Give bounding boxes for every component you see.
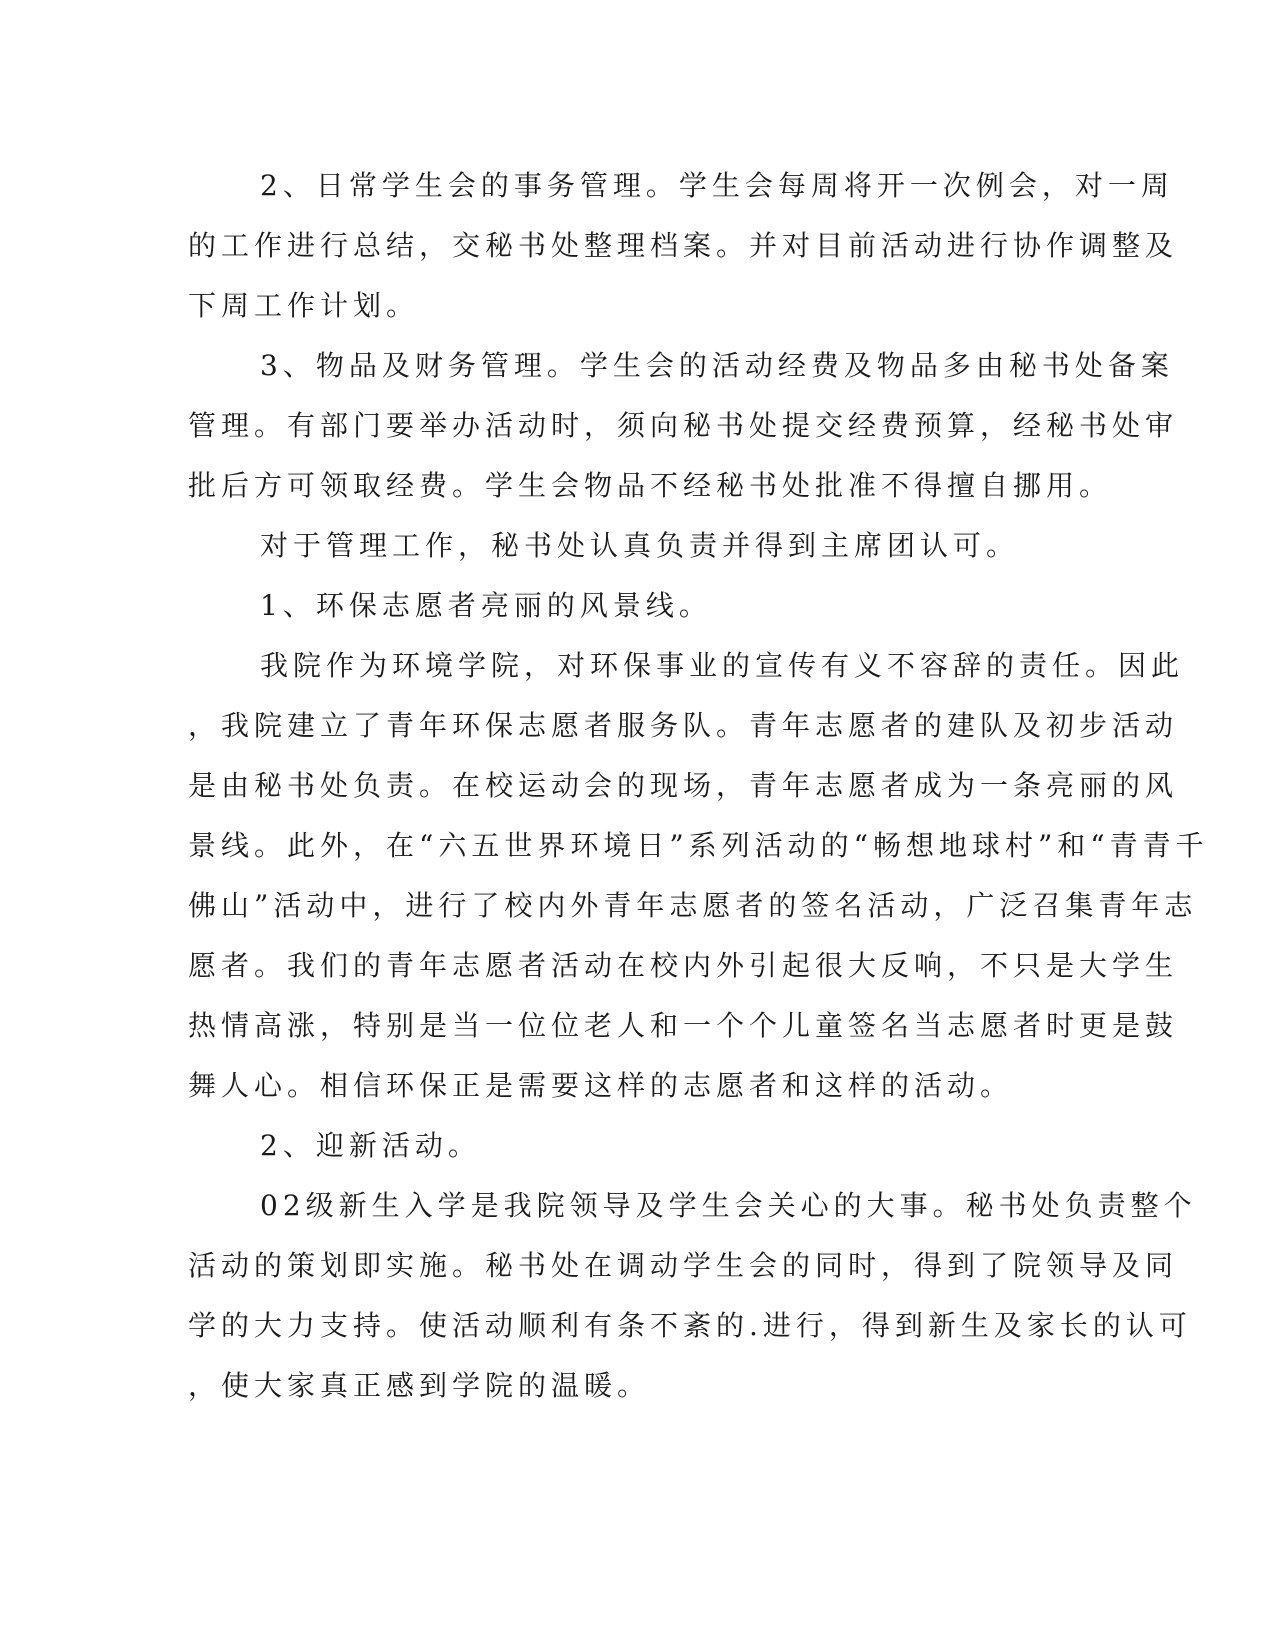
text-line: 学的大力支持。使活动顺利有条不紊的.进行，得到新生及家长的认可 xyxy=(188,1309,1192,1342)
text-line: 3、物品及财务管理。学生会的活动经费及物品多由秘书处备案 xyxy=(260,349,1174,382)
text-line: 下周工作计划。 xyxy=(188,289,420,322)
section-heading: 2、迎新活动。 xyxy=(260,1129,481,1162)
section-heading: 1、环保志愿者亮丽的风景线。 xyxy=(260,589,712,622)
text-line: 我院作为环境学院，对环保事业的宣传有义不容辞的责任。因此 xyxy=(260,649,1185,682)
text-line: ，使大家真正感到学院的温暖。 xyxy=(188,1369,651,1402)
text-line: 热情高涨，特别是当一位位老人和一个个儿童签名当志愿者时更是鼓 xyxy=(188,1009,1179,1042)
text-line: 的工作进行总结，交秘书处整理档案。并对目前活动进行协作调整及 xyxy=(188,229,1179,262)
text-line: 景线。此外，在“六五世界环境日”系列活动的“畅想地球村”和“青青千 xyxy=(188,829,1209,862)
text-line: 舞人心。相信环保正是需要这样的志愿者和这样的活动。 xyxy=(188,1069,1014,1102)
text-line: ，我院建立了青年环保志愿者服务队。青年志愿者的建队及初步活动 xyxy=(188,709,1179,742)
text-line: 愿者。我们的青年志愿者活动在校内外引起很大反响，不只是大学生 xyxy=(188,949,1179,982)
text-line: 对于管理工作，秘书处认真负责并得到主席团认可。 xyxy=(260,529,1020,562)
text-line: 活动的策划即实施。秘书处在调动学生会的同时，得到了院领导及同 xyxy=(188,1249,1179,1282)
text-line: 批后方可领取经费。学生会物品不经秘书处批准不得擅自挪用。 xyxy=(188,469,1113,502)
text-line: 2、日常学生会的事务管理。学生会每周将开一次例会，对一周 xyxy=(260,169,1174,202)
text-line: 是由秘书处负责。在校运动会的现场，青年志愿者成为一条亮丽的风 xyxy=(188,769,1179,802)
document-body xyxy=(188,156,1209,1416)
text-line: 管理。有部门要举办活动时，须向秘书处提交经费预算，经秘书处审 xyxy=(188,409,1179,442)
text-line: 佛山”活动中，进行了校内外青年志愿者的签名活动，广泛召集青年志 xyxy=(188,889,1198,922)
text-line: 02级新生入学是我院领导及学生会关心的大事。秘书处负责整个 xyxy=(260,1189,1197,1222)
